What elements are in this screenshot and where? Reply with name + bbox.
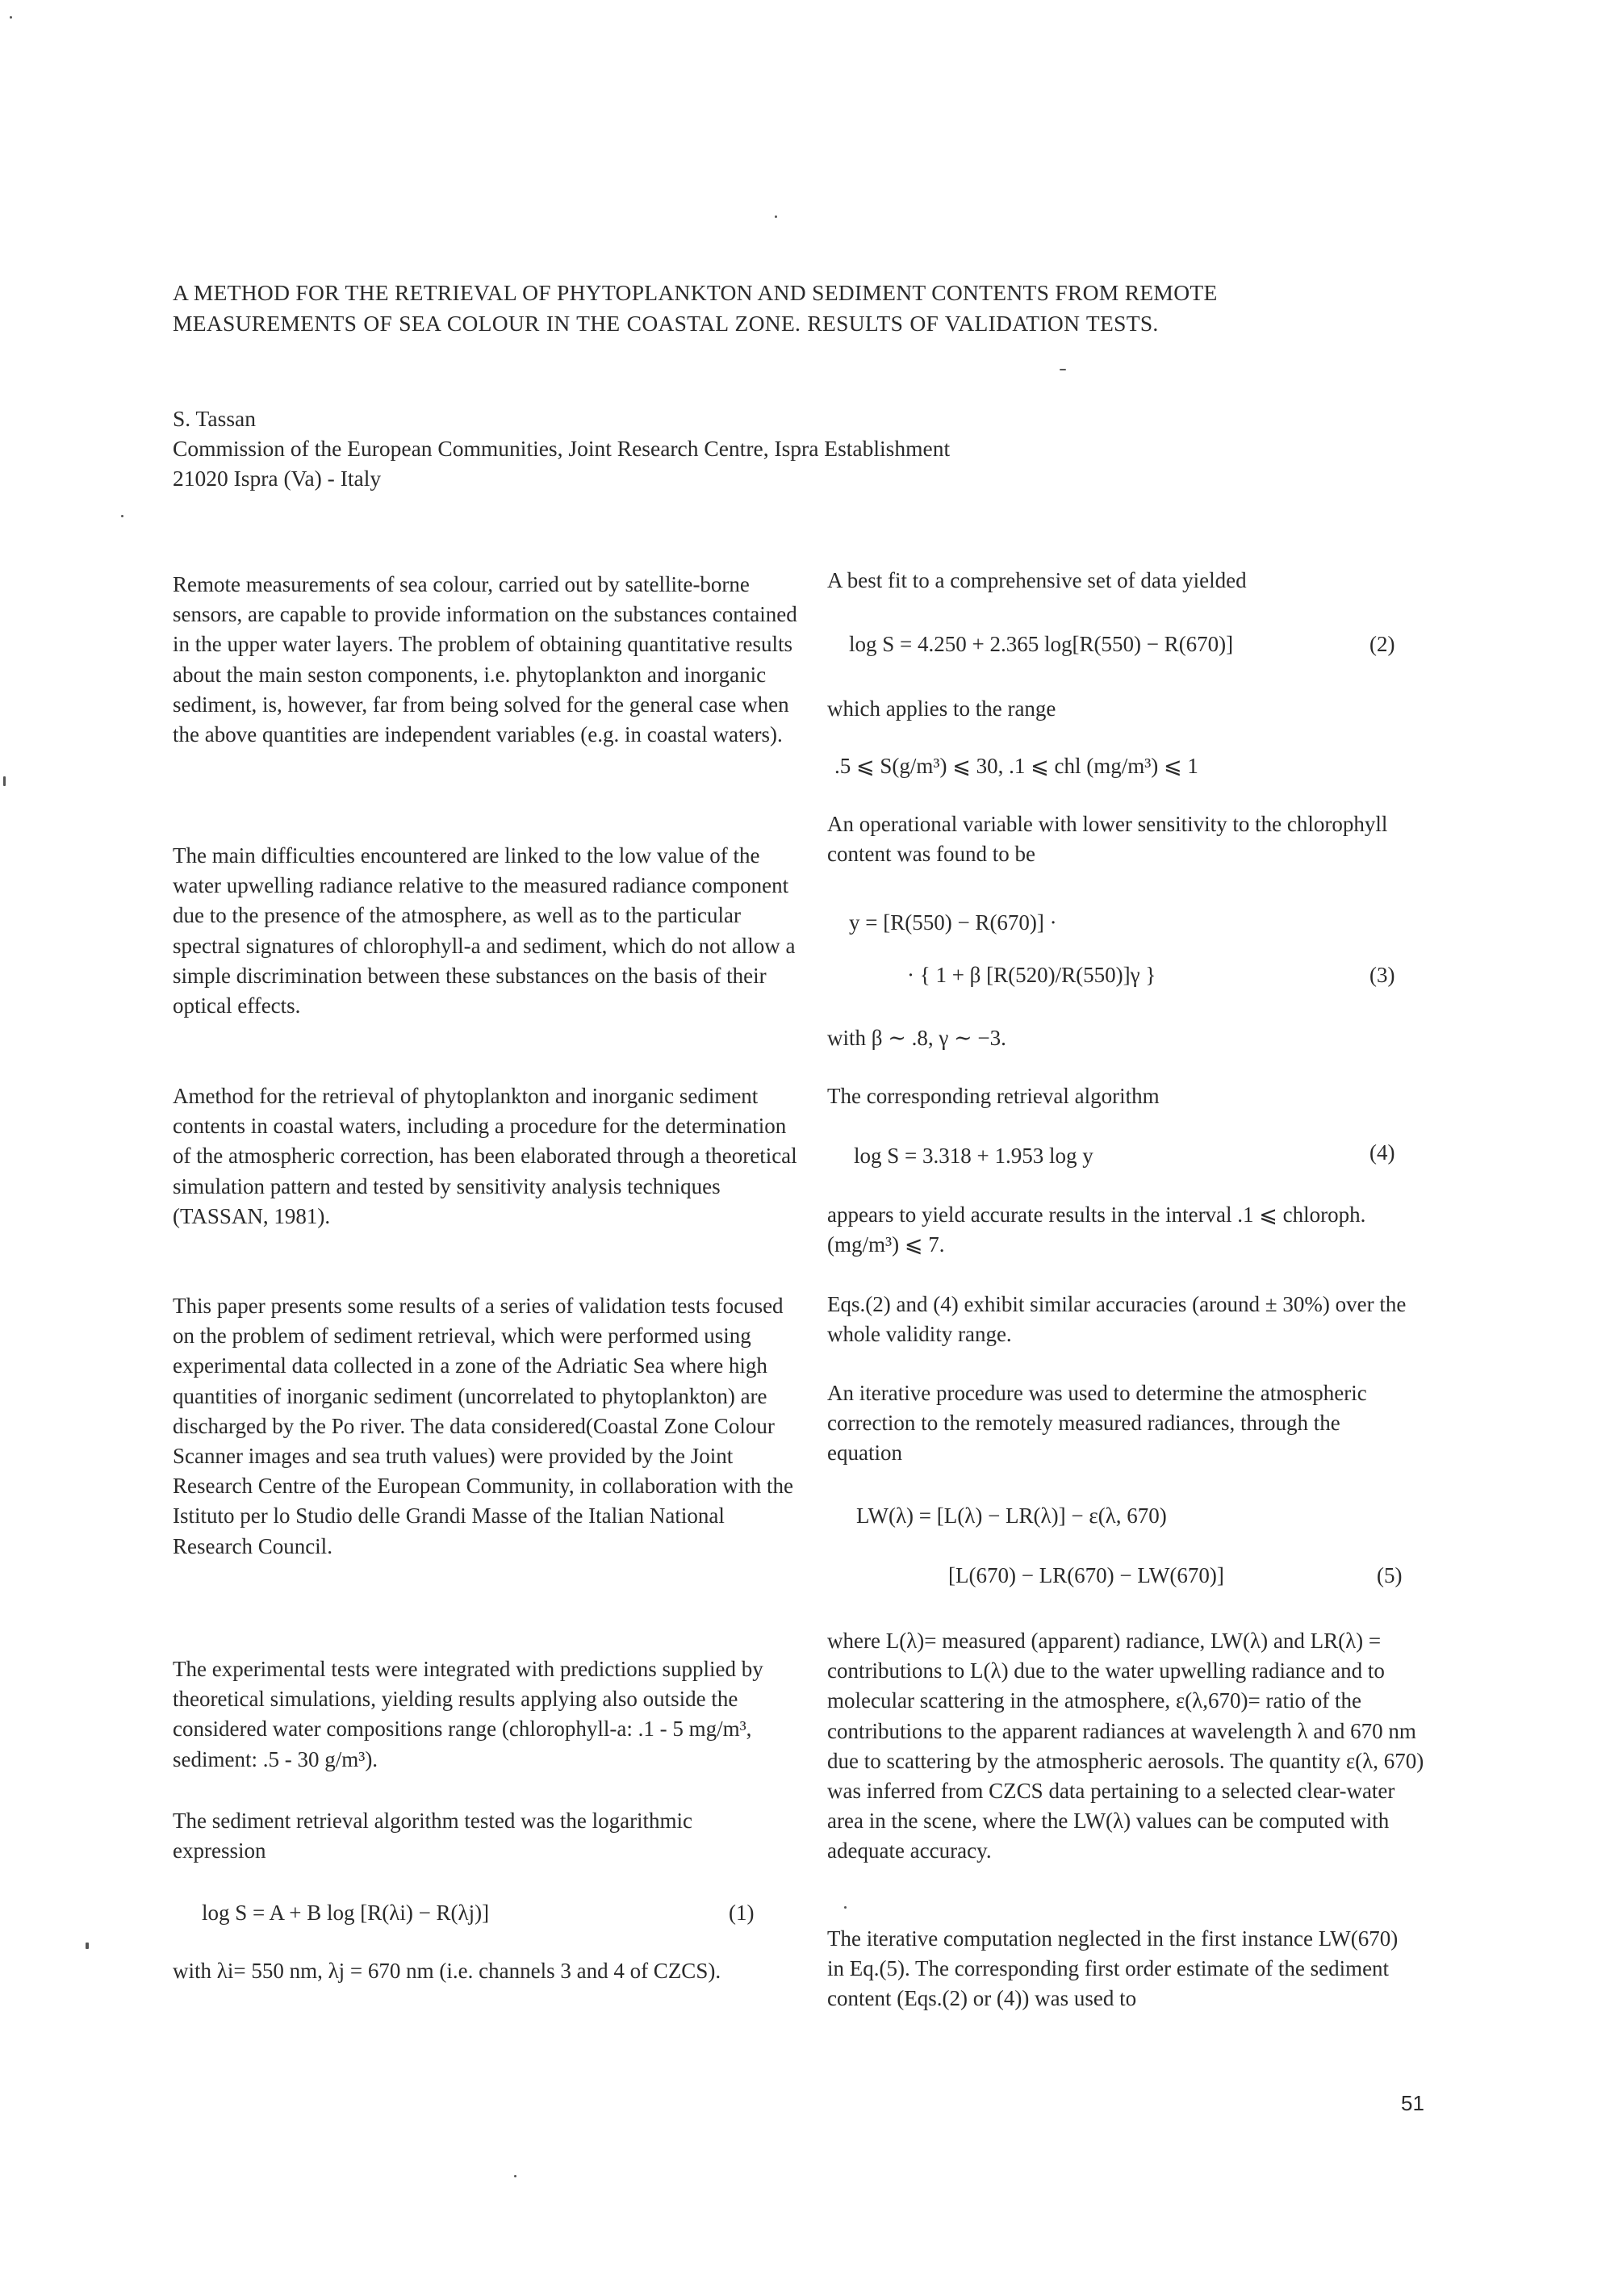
left-paragraph-5: The experimental tests were integrated with predictions supplied by theoretical simulations, yielding results applying also outside the considered water compositions range (chlorophyll-a: .1 - 5 mg/m³, sediment: .5 - 30 g/m³). [173, 1657, 763, 1771]
right-paragraph-8: An iterative procedure was used to determine the atmospheric correction to the remotely measured radiances, through the equation [827, 1381, 1367, 1466]
scan-speck [514, 2175, 516, 2177]
right-paragraph-6: appears to yield accurate results in the interval .1 ⩽ chloroph. (mg/m³) ⩽ 7. [827, 1202, 1366, 1257]
left-paragraph-4: This paper presents some results of a series of validation tests focused on the problem of sediment retrieval, which were performed using experimental data collected in a zone of the Adriatic Sea where high quantities of inorganic sediment (uncorrelated to phytoplankton) are discharged by the Po river. The data considered(Coastal Zone Colour Scanner images and sea truth values) were provided by the Joint Research Centre of the European Community, in collaboration with the Istituto per lo Studio delle Grandi Masse of the Italian National Research Council. [173, 1294, 794, 1558]
scan-speck [121, 515, 123, 517]
equation-5-number: (5) [1377, 1563, 1403, 1587]
scan-speck [10, 16, 12, 19]
range-inequality: .5 ⩽ S(g/m³) ⩽ 30, .1 ⩽ chl (mg/m³) ⩽ 1 [834, 754, 1198, 778]
right-paragraph-3: An operational variable with lower sensitivity to the chlorophyll content was found to be [827, 812, 1388, 867]
scan-speck [844, 1906, 847, 1909]
equation-2: log S = 4.250 + 2.365 log[R(550) − R(670)] [849, 632, 1234, 656]
scan-speck [1060, 369, 1066, 370]
equation-2-number: (2) [1369, 632, 1395, 656]
equation-5-line-1: LW(λ) = [L(λ) − LR(λ)] − ε(λ, 670) [856, 1503, 1167, 1528]
right-paragraph-7: Eqs.(2) and (4) exhibit similar accuracies (around ± 30%) over the whole validity range. [827, 1292, 1407, 1347]
left-paragraph-7: with λi= 550 nm, λj = 670 nm (i.e. channels 3 and 4 of CZCS). [173, 1959, 721, 1983]
author-address: 21020 Ispra (Va) - Italy [173, 466, 382, 491]
scan-speck [3, 776, 6, 786]
left-paragraph-3: Amethod for the retrieval of phytoplankton and inorganic sediment contents in coastal waters, including a procedure for the determination of the atmospheric correction, has been elaborated through a theoretical simulation pattern and tested by sensitivity analysis techniques (TASSAN, 1981). [173, 1084, 797, 1228]
right-paragraph-9: where L(λ)= measured (apparent) radiance, LW(λ) and LR(λ) = contributions to L(λ) due to the water upwelling radiance and to molecular scattering in the atmosphere, ε(λ,670)= ratio of the contributions to the apparent radiances at wavelength λ and 670 nm due to scattering by the atmospheric aerosols. The quantity ε(λ, 670) was inferred from CZCS data pertaining to a selected clear-water area in the scene, where the LW(λ) values can be computed with adequate accuracy. [827, 1629, 1424, 1863]
equation-5-line-2: [L(670) − LR(670) − LW(670)] [948, 1563, 1224, 1587]
equation-3-line-2: · { 1 + β [R(520)/R(550)]γ } [907, 963, 1156, 987]
author-affiliation: Commission of the European Communities, Joint Research Centre, Ispra Establishment [173, 436, 951, 461]
left-paragraph-1: Remote measurements of sea colour, carried out by satellite-borne sensors, are capable to provide information on the substances contained in the upper water layers. The problem of obtaining quantitative results about the main seston components, i.e. phytoplankton and inorganic sediment, is, however, far from being solved for the general case when the above quantities are independent variables (e.g. in coastal waters). [173, 572, 797, 747]
right-paragraph-5: The corresponding retrieval algorithm [827, 1084, 1160, 1108]
right-paragraph-1: A best fit to a comprehensive set of data yielded [827, 568, 1247, 592]
equation-4: log S = 3.318 + 1.953 log y [854, 1144, 1093, 1168]
scan-speck [86, 1943, 89, 1949]
title-line-1: A METHOD FOR THE RETRIEVAL OF PHYTOPLANKTON AND SEDIMENT CONTENTS FROM REMOTE [173, 280, 1218, 305]
author-block [173, 404, 1302, 493]
right-paragraph-4: with β ∼ .8, γ ∼ −3. [827, 1026, 1006, 1050]
equation-3-number: (3) [1369, 963, 1395, 987]
right-paragraph-10: The iterative computation neglected in the first instance LW(670) in Eq.(5). The corresponding first order estimate of the sediment content (Eqs.(2) or (4)) was used to [827, 1926, 1399, 2011]
equation-4-number: (4) [1369, 1140, 1395, 1165]
paper-title [173, 278, 1415, 339]
title-line-2: MEASUREMENTS OF SEA COLOUR IN THE COASTAL ZONE. RESULTS OF VALIDATION TESTS. [173, 311, 1159, 336]
scan-speck [775, 215, 777, 218]
right-paragraph-2: which applies to the range [827, 696, 1056, 721]
page-number: 51 [1401, 2091, 1424, 2115]
left-paragraph-6: The sediment retrieval algorithm tested was the logarithmic expression [173, 1809, 693, 1863]
equation-3-line-1: y = [R(550) − R(670)] · [849, 910, 1057, 935]
author-name: S. Tassan [173, 406, 256, 431]
left-paragraph-2: The main difficulties encountered are linked to the low value of the water upwelling radiance relative to the measured radiance component due to the presence of the atmosphere, as well as to the particular spectral signatures of chlorophyll-a and sediment, which do not allow a simple discrimination between these substances on the basis of their optical effects. [173, 843, 796, 1018]
equation-1-number: (1) [729, 1901, 755, 1925]
equation-1: log S = A + B log [R(λi) − R(λj)] [202, 1901, 490, 1925]
